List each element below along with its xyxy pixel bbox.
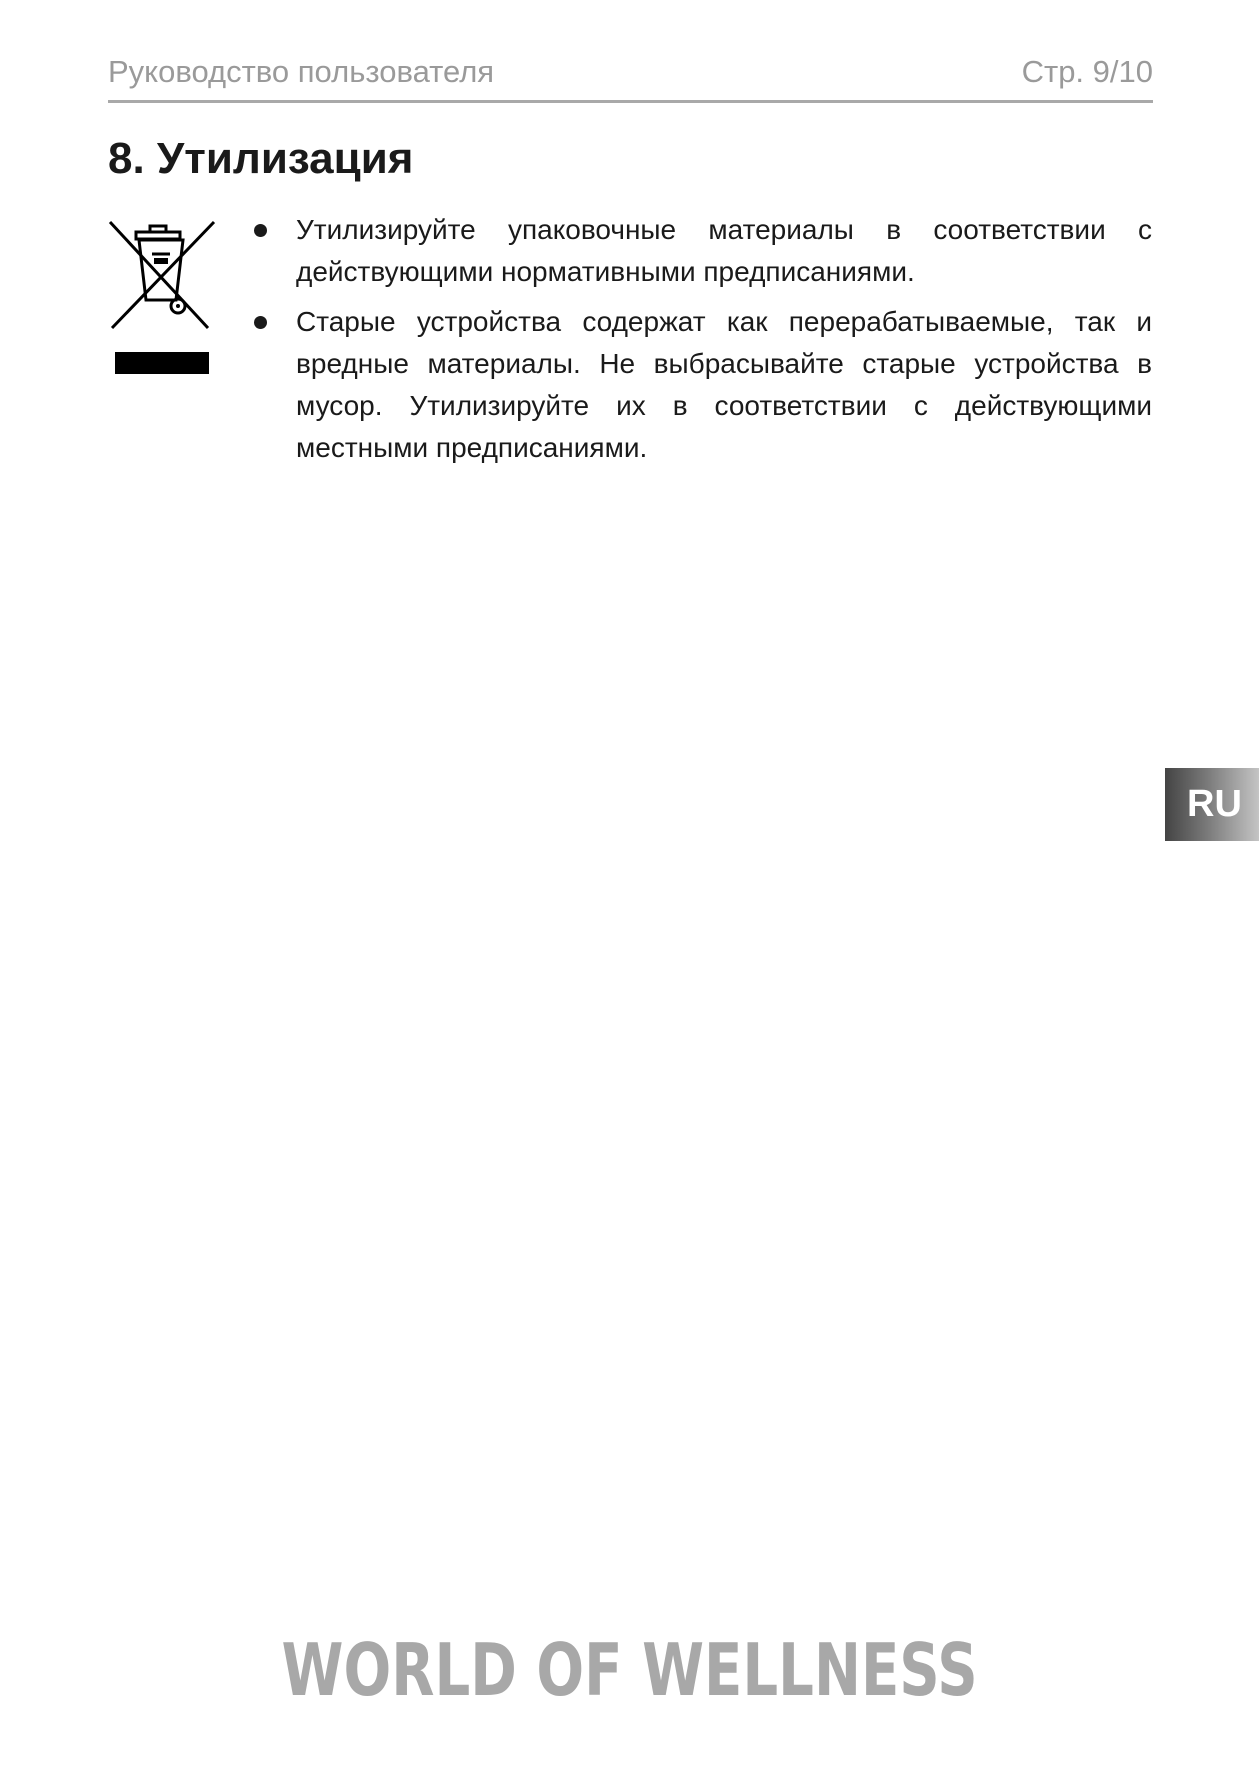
manual-title: Руководство пользователя [108, 54, 495, 89]
bullet-text: Старые устройства содержат как перерабатываемые, так и вредные материалы. Не выбрасывайте старые устройства в мусор. Утилизируйте их в соответствии с действующими местными предписаниями. [296, 306, 1152, 463]
bullet-icon [254, 224, 267, 237]
brand-logo: WORLD OF WELLNESS [281, 1628, 978, 1712]
list-item [252, 209, 1152, 293]
page-header [108, 52, 1153, 103]
weee-crossed-bin-icon [106, 218, 218, 378]
bullet-icon [254, 316, 267, 329]
list-item [252, 301, 1152, 469]
language-tab: RU [1165, 768, 1259, 841]
section-title: 8. Утилизация [108, 134, 414, 183]
bullet-text: Утилизируйте упаковочные материалы в соответствии с действующими нормативными предписаниями. [296, 214, 1152, 287]
page-number: Стр. 9/10 [1021, 54, 1153, 89]
disposal-instructions [252, 209, 1152, 477]
